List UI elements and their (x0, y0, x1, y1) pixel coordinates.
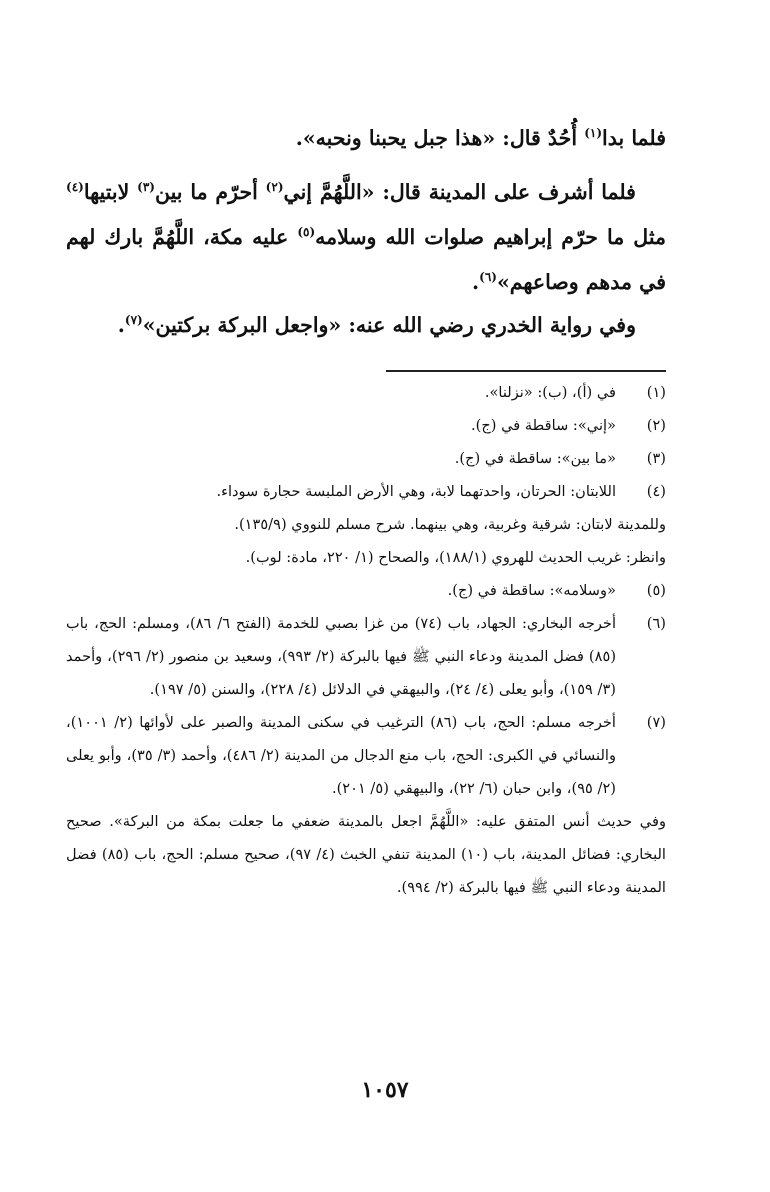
footnote-ref: (٦) (479, 270, 497, 285)
paragraph-text: أحرّم ما بين (154, 180, 266, 204)
footnote-number: (٥) (646, 582, 666, 599)
footnote-text: أخرجه البخاري: الجهاد، باب (٧٤) من غزا بصبي للخدمة (الفتح ٦/ ٨٦)، ومسلم: الحج، باب (٨٥) فضل المدينة ودعاء النبي ﷺ فيها بالبركة (٢/ ٩٩٣)، وسعيد بن منصور (٢/ ٢٩٦)، وأحمد (٣/ ١٥٩)، وأبو يعلى (٤/ ٢٤)، والبيهقي في الدلائل (٤/ ٢٢٨)، والسنن (٥/ ١٩٧). (66, 615, 617, 698)
footnote-item (66, 574, 666, 607)
paragraph-text: وفي رواية الخدري رضي الله عنه: «واجعل البركة بركتين» (142, 313, 636, 337)
body-paragraph-1 (66, 116, 666, 161)
paragraph-text: أُحُدٌ قال: «هذا جبل يحبنا ونحبه». (295, 126, 585, 150)
footnote-text: اللابتان: الحرتان، واحدتهما لابة، وهي الأرض الملبسة حجارة سوداء. (216, 483, 616, 500)
footnotes (66, 376, 666, 904)
footnote-text: «وسلامه»: ساقطة في (ج). (447, 582, 616, 599)
footnote-item (66, 376, 666, 409)
footnote-text: «ما بين»: ساقطة في (ج). (454, 450, 616, 467)
footnote-number: (١) (646, 384, 666, 401)
footnote-continuation: وفي حديث أنس المتفق عليه: «اللَّهُمَّ اجعل بالمدينة ضعفي ما جعلت بمكة من البركة». صحيح البخاري: فضائل المدينة، باب (١٠) المدينة تنفي الخبث (٤/ ٩٧)، صحيح مسلم: الحج، باب (٨٥) فضل المدينة ودعاء النبي ﷺ فيها بالبركة (٢/ ٩٩٤). (66, 813, 666, 896)
footnote-number: (٦) (646, 615, 666, 632)
footnote-number: (٢) (646, 417, 666, 434)
footnote-continuation: وانظر: غريب الحديث للهروي (١٨٨/١)، والصحاح (١/ ٢٢٠، مادة: لوب). (245, 549, 666, 566)
footnote-item (66, 409, 666, 442)
footnote-ref: (٤) (66, 180, 84, 195)
footnote-number: (٣) (646, 450, 666, 467)
paragraph-text: . (117, 313, 125, 337)
footnote-continuation: وللمدينة لابتان: شرقية وغربية، وهي بينهما. شرح مسلم للنووي (١٣٥/٩). (234, 516, 666, 533)
paragraph-text: عليه مكة، اللَّهُمَّ بارك لهم في مدهم وصاعهم» (66, 225, 666, 294)
footnote-text: «إني»: ساقطة في (ج). (470, 417, 616, 434)
footnote-ref: (٣) (137, 180, 155, 195)
footnote-ref: (٥) (297, 225, 316, 240)
paragraph-text: فلما أشرف على المدينة قال: «اللَّهُمَّ إني (283, 180, 636, 204)
paragraph-text: . (471, 270, 480, 294)
paragraph-text: فلما بدا (602, 126, 666, 150)
body-paragraph-2 (66, 170, 666, 305)
footnote-ref: (٢) (265, 180, 284, 195)
footnote-text: في (أ)، (ب): «نزلنا». (484, 384, 616, 401)
body-paragraph-3 (66, 303, 666, 348)
page-number: ١٠٥٧ (361, 1077, 409, 1103)
footnote-text: أخرجه مسلم: الحج، باب (٨٦) الترغيب في سكنى المدينة والصبر على لأوائها (٢/ ١٠٠١)، والنسائي في الكبرى: الحج، باب منع الدجال من المدينة (٢/ ٤٨٦)، وأحمد (٣/ ٣٥)، وأبو يعلى (٢/ ٩٥)، وابن حبان (٦/ ٢٢)، والبيهقي (٥/ ٢٠١). (66, 714, 617, 797)
footnote-ref: (١) (584, 126, 603, 141)
footnote-separator (386, 370, 666, 372)
footnote-number: (٤) (646, 483, 666, 500)
footnote-item (66, 607, 666, 706)
footnote-item (66, 706, 666, 805)
paragraph-text: مثل ما حرّم إبراهيم صلوات الله وسلامه (315, 225, 666, 249)
paragraph-text: لابتيها (83, 180, 138, 204)
footnote-ref: (٧) (124, 313, 143, 328)
footnote-item (66, 475, 666, 508)
footnote-number: (٧) (646, 714, 666, 731)
footnote-item (66, 442, 666, 475)
